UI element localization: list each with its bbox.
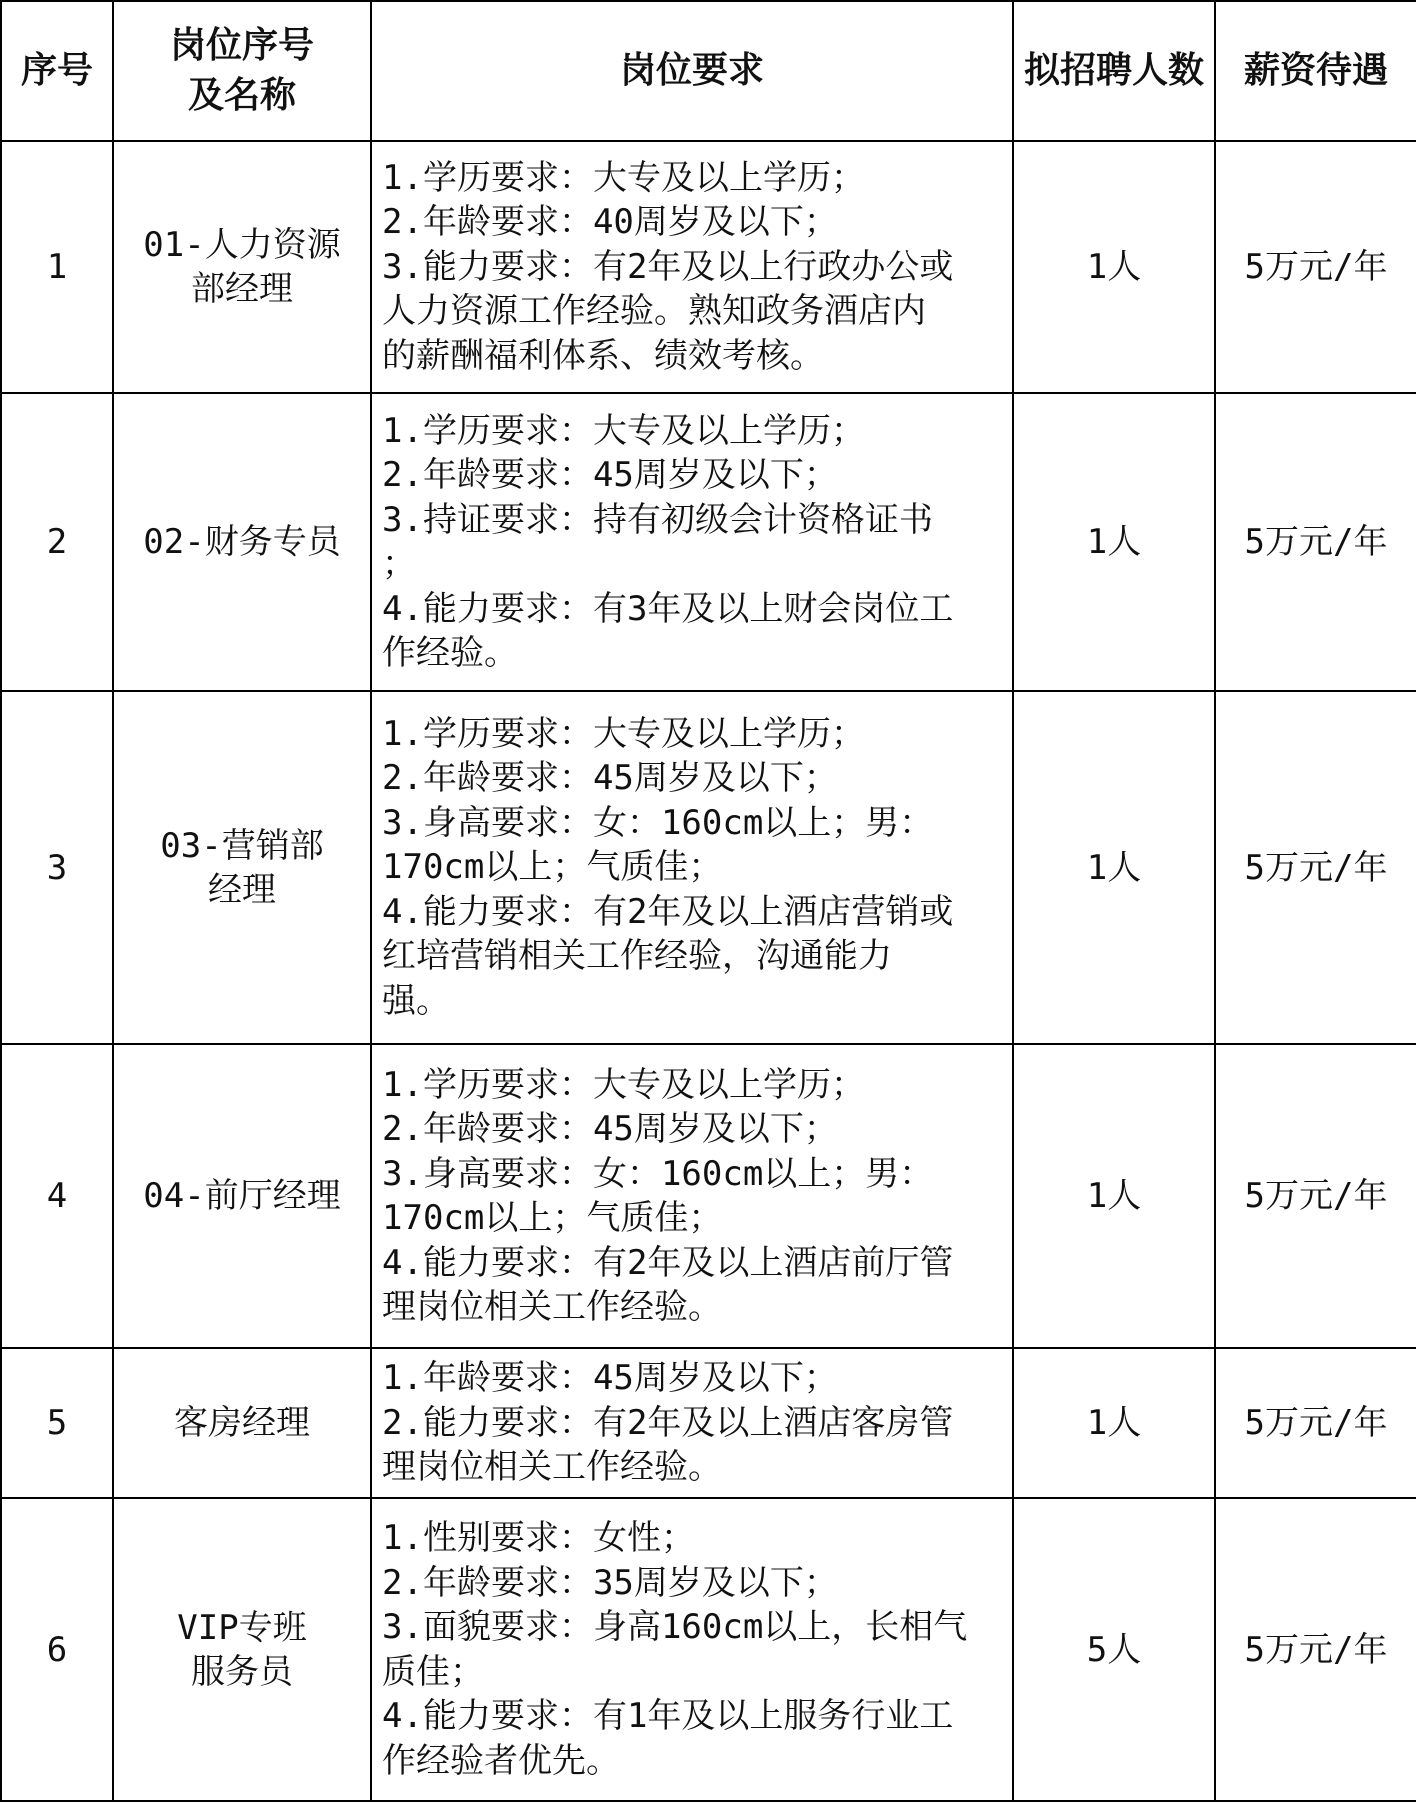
headcount: 1人 [1013, 1044, 1215, 1348]
requirement-line: 170cm以上；气质佳； [382, 1198, 723, 1238]
position-requirements [371, 1498, 1013, 1801]
requirement-line: 2.年龄要求：45周岁及以下； [382, 455, 838, 495]
requirement-line: 2.年龄要求：40周岁及以下； [382, 202, 838, 243]
requirement-line: 4.能力要求：有3年及以上财会岗位工 [382, 588, 954, 629]
table-row [1, 1044, 1416, 1348]
requirement-line: 强。 [382, 980, 450, 1021]
requirement-line: 2.年龄要求：35周岁及以下； [382, 1562, 838, 1603]
table-row [1, 1348, 1416, 1498]
position-name-line: 服务员 [191, 1651, 293, 1692]
salary: 5万元/年 [1215, 141, 1416, 393]
requirement-line: 理岗位相关工作经验。 [382, 1287, 722, 1327]
row-index: 1 [1, 141, 113, 393]
requirement-line: 作经验者优先。 [382, 1740, 620, 1781]
requirement-line: ； [382, 544, 416, 584]
headcount: 5人 [1013, 1498, 1215, 1801]
position-name [113, 393, 371, 691]
position-name-line: 02-财务专员 [143, 522, 341, 562]
header-index: 序号 [1, 1, 113, 141]
requirement-line: 170cm以上；气质佳； [382, 847, 723, 888]
salary: 5万元/年 [1215, 691, 1416, 1044]
requirement-line: 3.身高要求：女：160cm以上；男： [382, 1153, 934, 1194]
position-name-line: 03-营销部 [160, 825, 324, 866]
requirement-line: 理岗位相关工作经验。 [382, 1447, 722, 1488]
position-name-line: 客房经理 [174, 1403, 310, 1443]
requirement-line: 4.能力要求：有2年及以上酒店营销或 [382, 891, 954, 932]
header-salary: 薪资待遇 [1215, 1, 1416, 141]
position-requirements [371, 1044, 1013, 1348]
headcount: 1人 [1013, 1348, 1215, 1498]
position-requirements [371, 141, 1013, 393]
row-index: 6 [1, 1498, 113, 1801]
position-name-line: 部经理 [191, 269, 293, 309]
table-row [1, 393, 1416, 691]
position-name-line: VIP专班 [177, 1607, 307, 1648]
headcount: 1人 [1013, 141, 1215, 393]
headcount: 1人 [1013, 691, 1215, 1044]
position-requirements [371, 393, 1013, 691]
position-name [113, 141, 371, 393]
requirement-line: 2.年龄要求：45周岁及以下； [382, 758, 838, 799]
position-requirements [371, 691, 1013, 1044]
requirement-line: 3.身高要求：女：160cm以上；男： [382, 802, 934, 843]
position-name-line: 经理 [208, 869, 276, 910]
table-row [1, 141, 1416, 393]
salary: 5万元/年 [1215, 1498, 1416, 1801]
salary: 5万元/年 [1215, 1044, 1416, 1348]
position-name [113, 691, 371, 1044]
requirement-line: 1.学历要求：大专及以上学历； [382, 713, 865, 754]
requirement-line: 人力资源工作经验。熟知政务酒店内 [382, 291, 926, 332]
requirement-line: 1.学历要求：大专及以上学历； [382, 157, 865, 198]
requirement-line: 1.学历要求：大专及以上学历； [382, 1064, 865, 1105]
position-name-line: 01-人力资源 [143, 225, 341, 265]
requirement-line: 红培营销相关工作经验，沟通能力 [382, 936, 892, 977]
position-name [113, 1348, 371, 1498]
requirement-line: 3.持证要求：持有初级会计资格证书 [382, 499, 933, 540]
position-name-line: 04-前厅经理 [143, 1176, 341, 1216]
position-requirements [371, 1348, 1013, 1498]
salary: 5万元/年 [1215, 1348, 1416, 1498]
requirement-line: 1.性别要求：女性； [382, 1518, 695, 1558]
header-position [113, 1, 371, 141]
header-requirements: 岗位要求 [371, 1, 1013, 141]
requirement-line: 3.能力要求：有2年及以上行政办公或 [382, 246, 954, 287]
requirement-line: 质佳； [382, 1651, 484, 1692]
row-index: 2 [1, 393, 113, 691]
table-row [1, 691, 1416, 1044]
requirement-line: 1.年龄要求：45周岁及以下； [382, 1358, 838, 1399]
requirement-line: 2.能力要求：有2年及以上酒店客房管 [382, 1402, 954, 1443]
requirement-line: 2.年龄要求：45周岁及以下； [382, 1109, 838, 1149]
requirement-line: 4.能力要求：有1年及以上服务行业工 [382, 1696, 954, 1736]
table-row [1, 1498, 1416, 1801]
requirement-line: 的薪酬福利体系、绩效考核。 [382, 335, 824, 376]
row-index: 5 [1, 1348, 113, 1498]
header-row [1, 1, 1416, 141]
row-index: 4 [1, 1044, 113, 1348]
position-name [113, 1498, 371, 1801]
salary: 5万元/年 [1215, 393, 1416, 691]
requirement-line: 4.能力要求：有2年及以上酒店前厅管 [382, 1242, 954, 1283]
position-name [113, 1044, 371, 1348]
headcount: 1人 [1013, 393, 1215, 691]
row-index: 3 [1, 691, 113, 1044]
header-headcount: 拟招聘人数 [1013, 1, 1215, 141]
requirement-line: 3.面貌要求：身高160cm以上，长相气 [382, 1607, 968, 1647]
requirement-line: 作经验。 [382, 633, 518, 673]
header-position-line-2: 及名称 [187, 75, 296, 116]
header-position-line-1: 岗位序号 [169, 25, 314, 66]
requirement-line: 1.学历要求：大专及以上学历； [382, 410, 865, 451]
